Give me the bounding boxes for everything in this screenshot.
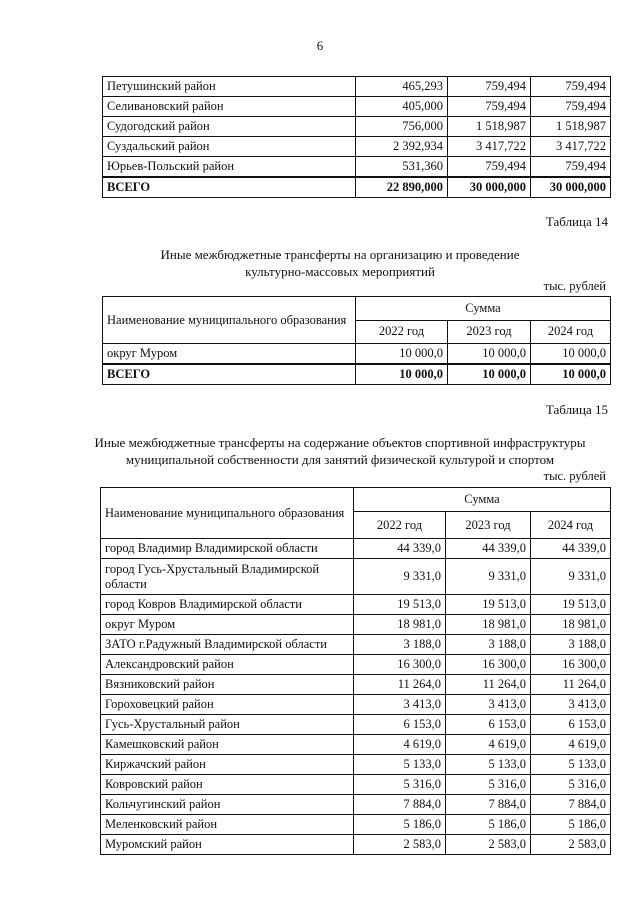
row-value-2022: 6 153,0 — [354, 715, 446, 735]
row-name: город Гусь-Хрустальный Владимирской области — [101, 559, 354, 595]
row-value-2022: 5 316,0 — [354, 775, 446, 795]
table14-total-value-2: 10 000,0 — [448, 364, 531, 385]
row-name: Гусь-Хрустальный район — [101, 715, 354, 735]
row-value-2024: 759,494 — [531, 157, 611, 178]
row-value-2023: 44 339,0 — [446, 539, 531, 559]
table-row — [101, 755, 611, 775]
row-value-2024: 3 417,722 — [531, 137, 611, 157]
table15-year-2024: 2024 год — [531, 512, 611, 539]
row-value-2022: 7 884,0 — [354, 795, 446, 815]
row-value-2024: 9 331,0 — [531, 559, 611, 595]
row-value-2024: 5 316,0 — [531, 775, 611, 795]
row-value-2022: 44 339,0 — [354, 539, 446, 559]
row-value-2023: 4 619,0 — [446, 735, 531, 755]
row-value-2023: 16 300,0 — [446, 655, 531, 675]
row-name: Киржачский район — [101, 755, 354, 775]
row-value-2022: 2 392,934 — [356, 137, 448, 157]
row-value-2022: 5 133,0 — [354, 755, 446, 775]
table15-units: тыс. рублей — [543, 469, 606, 483]
table-row — [103, 77, 611, 97]
table-row — [101, 835, 611, 855]
row-value-2024: 1 518,987 — [531, 117, 611, 137]
table-row — [101, 715, 611, 735]
row-value-2024: 11 264,0 — [531, 675, 611, 695]
table-row — [101, 559, 611, 595]
table-row — [101, 615, 611, 635]
row-value-2023: 3 188,0 — [446, 635, 531, 655]
table15-body — [101, 539, 611, 855]
row-value-2023: 2 583,0 — [446, 835, 531, 855]
row-name: Вязниковский район — [101, 675, 354, 695]
table15-label: Таблица 15 — [545, 402, 608, 417]
row-name: Ковровский район — [101, 775, 354, 795]
row-value-2023: 10 000,0 — [448, 344, 531, 365]
row-value-2022: 531,360 — [356, 157, 448, 178]
table15-title — [60, 434, 620, 468]
table-row — [101, 815, 611, 835]
row-name: город Владимир Владимирской области — [101, 539, 354, 559]
row-value-2024: 759,494 — [531, 97, 611, 117]
total-value-3: 30 000,000 — [531, 177, 611, 198]
table14-year-2023: 2023 год — [448, 320, 531, 344]
table15-title-line1: Иные межбюджетные трансферты на содержание объектов спортивной инфраструктуры — [94, 435, 586, 450]
table14 — [102, 296, 611, 385]
table-row — [101, 595, 611, 615]
row-value-2022: 10 000,0 — [356, 344, 448, 365]
table14-total-row — [103, 364, 611, 385]
row-value-2023: 3 413,0 — [446, 695, 531, 715]
table-row — [103, 97, 611, 117]
table14-total-label: ВСЕГО — [103, 364, 356, 385]
row-value-2023: 1 518,987 — [448, 117, 531, 137]
row-value-2023: 7 884,0 — [446, 795, 531, 815]
row-value-2022: 9 331,0 — [354, 559, 446, 595]
table14-total-value-1: 10 000,0 — [356, 364, 448, 385]
row-value-2022: 19 513,0 — [354, 595, 446, 615]
row-value-2024: 4 619,0 — [531, 735, 611, 755]
row-name: округ Муром — [101, 615, 354, 635]
table14-year-2022: 2022 год — [356, 320, 448, 344]
row-name: Камешковский район — [101, 735, 354, 755]
table15-year-2022: 2022 год — [354, 512, 446, 539]
table-row — [101, 735, 611, 755]
row-name: Петушинский район — [103, 77, 356, 97]
page-number: 6 — [316, 38, 324, 53]
table-row — [101, 635, 611, 655]
row-name: Селивановский район — [103, 97, 356, 117]
table14-body — [103, 344, 611, 365]
row-value-2022: 5 186,0 — [354, 815, 446, 835]
total-value-2: 30 000,000 — [448, 177, 531, 198]
row-name: Суздальский район — [103, 137, 356, 157]
row-value-2023: 9 331,0 — [446, 559, 531, 595]
row-value-2022: 2 583,0 — [354, 835, 446, 855]
row-value-2024: 44 339,0 — [531, 539, 611, 559]
table-row — [103, 157, 611, 178]
table-row — [101, 655, 611, 675]
table14-title-line1: Иные межбюджетные трансферты на организацию и проведение — [160, 247, 520, 262]
table-top-total-row — [103, 177, 611, 198]
row-name: Юрьев-Польский район — [103, 157, 356, 178]
row-value-2024: 759,494 — [531, 77, 611, 97]
row-value-2022: 3 413,0 — [354, 695, 446, 715]
row-name: ЗАТО г.Радужный Владимирской области — [101, 635, 354, 655]
table14-label: Таблица 14 — [545, 214, 608, 229]
table14-year-2024: 2024 год — [531, 320, 611, 344]
row-value-2024: 3 413,0 — [531, 695, 611, 715]
table-row — [101, 675, 611, 695]
row-name: Гороховецкий район — [101, 695, 354, 715]
row-value-2023: 6 153,0 — [446, 715, 531, 735]
row-name: Судогодский район — [103, 117, 356, 137]
total-value-1: 22 890,000 — [356, 177, 448, 198]
row-name: Александровский район — [101, 655, 354, 675]
row-value-2024: 7 884,0 — [531, 795, 611, 815]
row-value-2023: 19 513,0 — [446, 595, 531, 615]
row-name: Кольчугинский район — [101, 795, 354, 815]
row-value-2022: 405,000 — [356, 97, 448, 117]
table14-title — [60, 246, 620, 280]
table-top-body — [103, 77, 611, 178]
row-value-2022: 11 264,0 — [354, 675, 446, 695]
table-row — [101, 775, 611, 795]
row-value-2024: 3 188,0 — [531, 635, 611, 655]
row-value-2024: 6 153,0 — [531, 715, 611, 735]
row-value-2024: 19 513,0 — [531, 595, 611, 615]
row-value-2024: 18 981,0 — [531, 615, 611, 635]
row-value-2023: 3 417,722 — [448, 137, 531, 157]
table-row — [101, 795, 611, 815]
row-value-2022: 18 981,0 — [354, 615, 446, 635]
row-value-2023: 759,494 — [448, 97, 531, 117]
row-value-2022: 3 188,0 — [354, 635, 446, 655]
table-top — [102, 76, 611, 198]
row-value-2023: 18 981,0 — [446, 615, 531, 635]
row-value-2024: 5 186,0 — [531, 815, 611, 835]
table15-col-name: Наименование муниципального образования — [101, 488, 354, 539]
table14-col-name: Наименование муниципального образования — [103, 297, 356, 344]
row-value-2024: 2 583,0 — [531, 835, 611, 855]
table15-col-sum: Сумма — [354, 488, 611, 512]
table-row — [103, 137, 611, 157]
row-value-2023: 5 186,0 — [446, 815, 531, 835]
row-name: округ Муром — [103, 344, 356, 365]
table14-title-line2: культурно-массовых мероприятий — [245, 264, 435, 279]
row-value-2022: 465,293 — [356, 77, 448, 97]
row-value-2023: 759,494 — [448, 77, 531, 97]
total-label: ВСЕГО — [103, 177, 356, 198]
table-row — [101, 539, 611, 559]
row-name: Меленковский район — [101, 815, 354, 835]
table15 — [100, 487, 611, 855]
row-name: Муромский район — [101, 835, 354, 855]
table14-total-value-3: 10 000,0 — [531, 364, 611, 385]
row-name: город Ковров Владимирской области — [101, 595, 354, 615]
table15-title-line2: муниципальной собственности для занятий физической культурой и спортом — [125, 452, 555, 467]
row-value-2024: 10 000,0 — [531, 344, 611, 365]
row-value-2023: 11 264,0 — [446, 675, 531, 695]
row-value-2024: 16 300,0 — [531, 655, 611, 675]
row-value-2022: 16 300,0 — [354, 655, 446, 675]
table15-year-2023: 2023 год — [446, 512, 531, 539]
row-value-2023: 5 316,0 — [446, 775, 531, 795]
row-value-2023: 759,494 — [448, 157, 531, 178]
row-value-2022: 756,000 — [356, 117, 448, 137]
table14-units: тыс. рублей — [543, 279, 606, 293]
row-value-2022: 4 619,0 — [354, 735, 446, 755]
table-row — [103, 117, 611, 137]
table-row — [101, 695, 611, 715]
row-value-2023: 5 133,0 — [446, 755, 531, 775]
row-value-2024: 5 133,0 — [531, 755, 611, 775]
table14-col-sum: Сумма — [356, 297, 611, 321]
table-row — [103, 344, 611, 365]
